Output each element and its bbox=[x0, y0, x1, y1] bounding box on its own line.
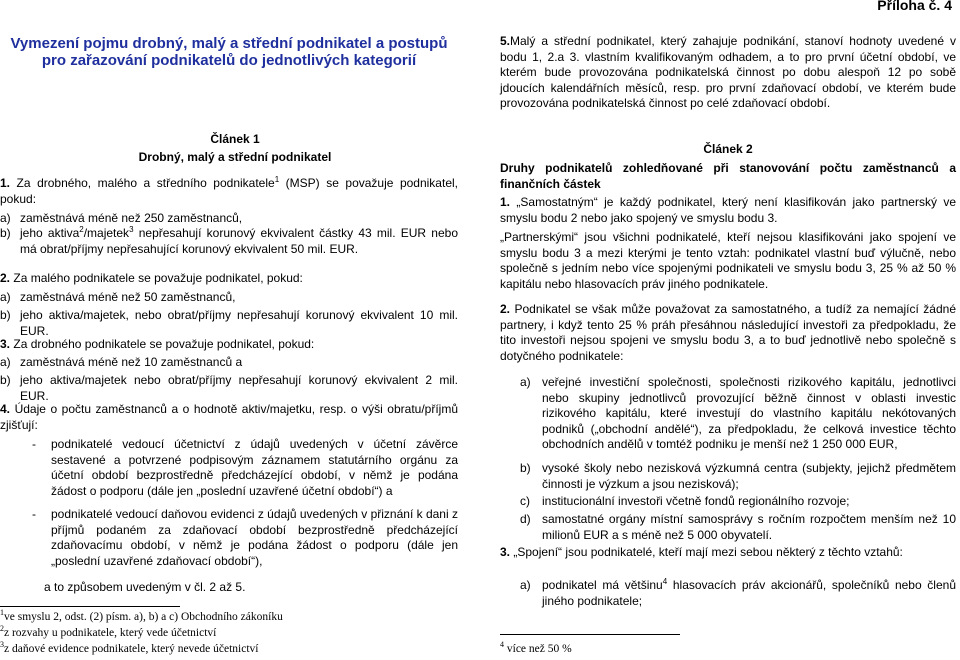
footnote-rule bbox=[0, 606, 180, 607]
paragraph-number: 1. bbox=[0, 176, 11, 190]
article-1-paragraph-4: 4. Údaje o počtu zaměstnanců a o hodnotě aktiv/majetku, resp. o výši obratu/příjmů zjišťují: bbox=[0, 402, 458, 432]
footnote-3: $^3$z daňové evidence podnikatele, který nevede účetnictví bbox=[0, 640, 259, 655]
article-1-number: Článek 1 bbox=[210, 132, 260, 146]
article-2-number: Článek 2 bbox=[703, 142, 753, 156]
item-label: a) bbox=[0, 211, 11, 225]
footnote-rule-right bbox=[500, 634, 680, 635]
article-2-paragraph-3: 3. „Spojení“ jsou podnikatelé, kteří mají mezi sebou některý z těchto vztahů: bbox=[500, 545, 903, 559]
footnote-1: $^1$ve smyslu 2, odst. (2) písm. a), b) a c) Obchodního zákoníku bbox=[0, 608, 283, 623]
annex-label: Příloha č. 4 bbox=[877, 0, 952, 13]
footnote-ref: 1 bbox=[274, 175, 280, 184]
item-label: b) bbox=[0, 226, 11, 240]
footnote-2: $^2$z rozvahy u podnikatele, který vede účetnictví bbox=[0, 624, 217, 639]
article-1-paragraph-1 bbox=[0, 176, 458, 207]
paragraph-text: (MSP) se považuje podnikatel, pokud: bbox=[0, 176, 458, 206]
item-text: zaměstnává méně než 250 zaměstnanců, bbox=[20, 211, 243, 225]
document-title: Vymezení pojmu drobný, malý a střední podnikatel a postupů pro zařazování podnikatelů do jednotlivých kategorií bbox=[10, 35, 448, 69]
footnote-4: $^4$ více než 50 % bbox=[500, 640, 572, 655]
article-2-paragraph-1b: „Partnerskými“ jsou všichni podnikatelé, kteří nejsou klasifikováni jako spojení ve smyslu bodu 3 a mezi kterými je tento vztah: podnikatel vlastní buď výlučně, nebo společně s jedním nebo více spojenými podnikateli ve smyslu bodu 3, 25 % až 50 % kapitálu nebo hlasovacích práv jiného podnikatele. bbox=[500, 230, 956, 291]
article-2-paragraph-2: 2. Podnikatel se však může považovat za samostatného, a tudíž za nemající žádné partnery, i když tento 25 % práh přesáhnou následující investoři za předpokladu, že tito investoři nejsou spojeni ve smyslu bodu 3, a to buď jednotlivě nebo společně s dotyčného podnikatele: bbox=[500, 302, 956, 363]
article-2-heading: Druhy podnikatelů zohledňované při stanovování počtu zaměstnanců a finančních částek bbox=[500, 161, 956, 191]
article-1-tail: a to způsobem uvedeným v čl. 2 až 5. bbox=[44, 580, 246, 594]
paragraph-text: Za drobného, malého a středního podnikatele bbox=[16, 176, 275, 190]
item-text: jeho aktiva$^2$/majetek$^3$ nepřesahují korunový ekvivalent částky 43 mil. EUR nebo má obrat/příjmy nepřesahující korunový ekvivalent 50 mil. EUR. bbox=[20, 225, 458, 256]
article-1-paragraph-5: 5.Malý a střední podnikatel, který zahajuje podnikání, stanoví hodnoty uvedené v bodu 1, 2.a 3. vlastním kvalifikovaným odhadem, a to pro první účetní období, ve kterém bude provozována podnikatelská činnost po dobu alespoň 12 po sobě jdoucích kalendářních měsíců, resp. pro první zdaňovací období, ve kterém bude provozována podnikatelská činnost po celé zdaňovací období. bbox=[500, 34, 956, 110]
article-1-heading: Drobný, malý a střední podnikatel bbox=[138, 150, 332, 164]
article-1-paragraph-2: 2. Za malého podnikatele se považuje podnikatel, pokud: bbox=[0, 271, 303, 285]
article-1-paragraph-3: 3. Za drobného podnikatele se považuje podnikatel, pokud: bbox=[0, 337, 315, 351]
article-2-paragraph-1: 1. „Samostatným“ je každý podnikatel, který není klasifikován jako partnerský ve smyslu bodu 2 nebo jako spojený ve smyslu bodu 3. bbox=[500, 195, 956, 225]
